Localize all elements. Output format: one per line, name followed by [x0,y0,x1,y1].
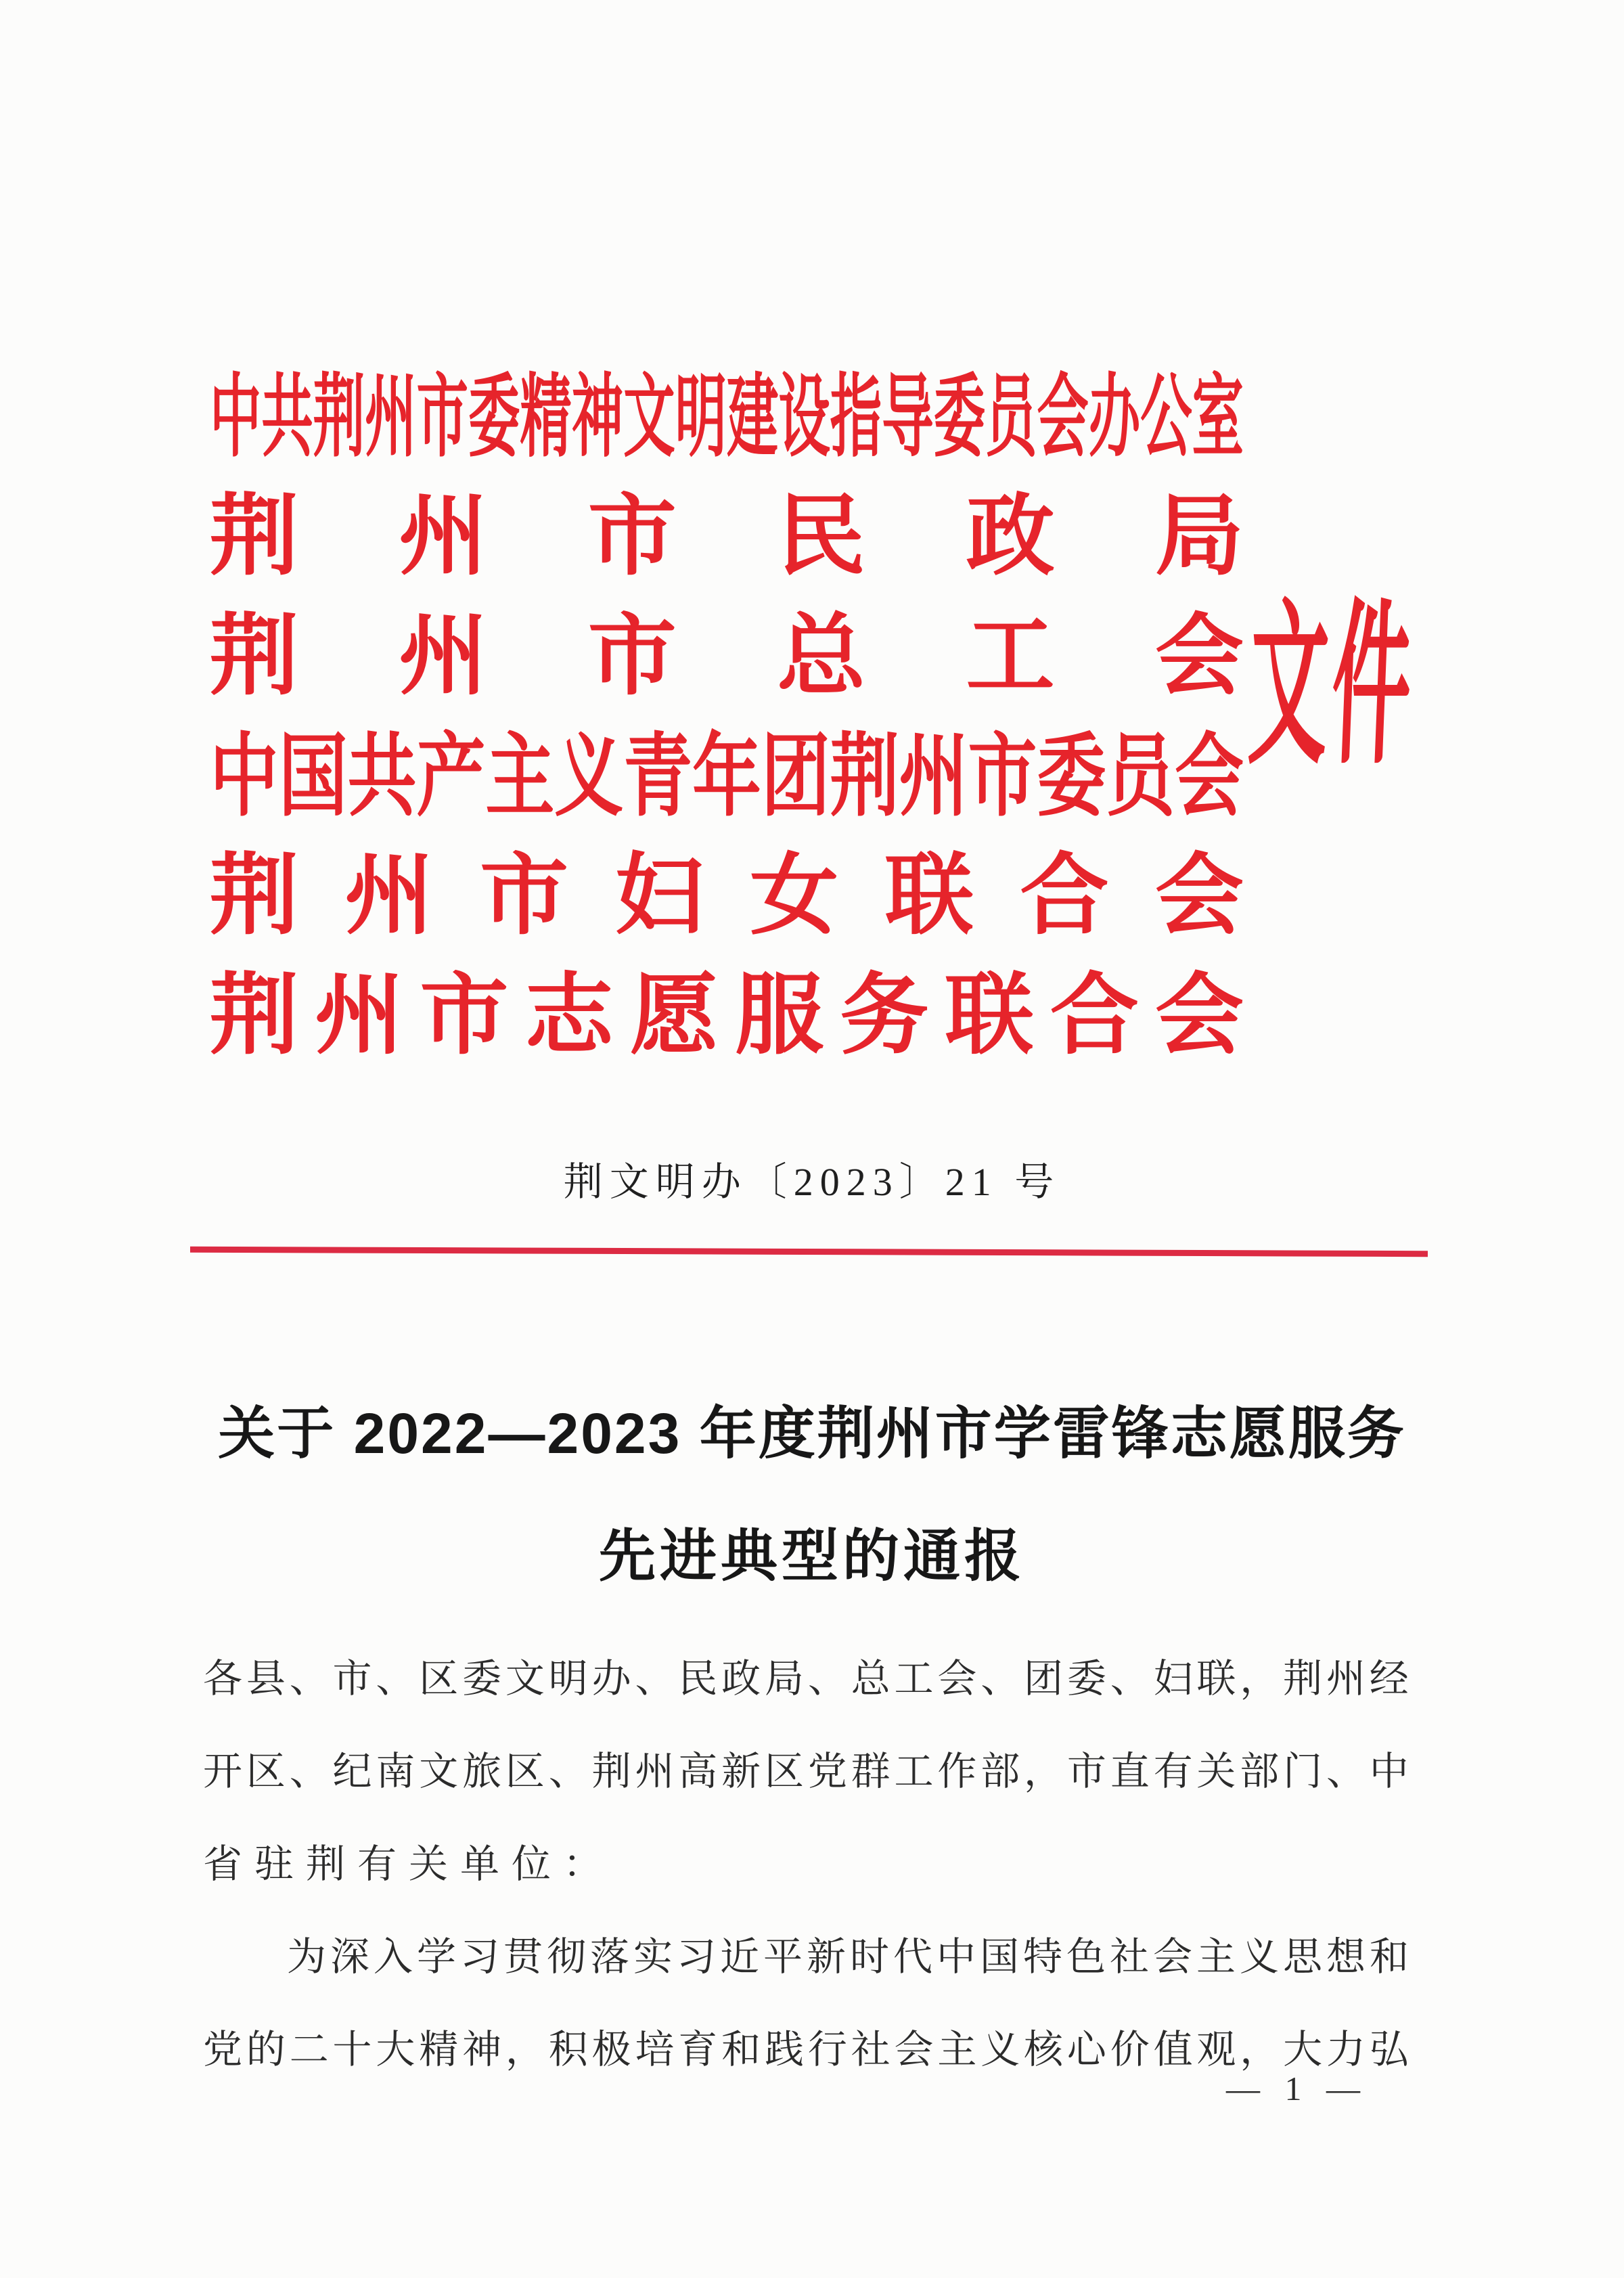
body-char: 观 [1196,2027,1236,2072]
issuer-char: 市 [587,608,677,706]
body-char: 和 [721,2027,761,2072]
issuer-char: 合 [1050,967,1139,1065]
body-char: 州 [635,1749,675,1793]
body-char: 核 [1024,2027,1064,2072]
body-char: 经 [1369,1656,1409,1701]
body-char: 社 [851,2027,890,2072]
issuer-char: 联 [884,847,974,945]
issuer-char: 服 [735,967,824,1065]
issuer-line-text: 中国共产主义青年团荆州市委员会 [210,726,1244,827]
issuer-char: 荆 [210,488,299,586]
issuer-line [210,597,1244,717]
body-char: 作 [937,1749,977,1793]
issuer-char: 愿 [629,967,719,1065]
issuer-char: 工 [966,608,1055,706]
issuer-char: 市 [587,488,677,586]
body-char: 实 [633,1934,673,1979]
body-char: 时 [849,1934,889,1979]
issuer-char: 会 [1154,967,1244,1065]
body-char: 高 [678,1749,718,1793]
body-char: 落 [589,1934,629,1979]
issuer-char: 妇 [614,847,704,945]
body-char: 贯 [503,1934,543,1979]
body-char: 中 [1369,1749,1409,1793]
body-char: ， [505,2027,545,2072]
body-line [203,1632,1409,1725]
body-char: 南 [376,1749,415,1793]
body-char: 近 [719,1934,759,1979]
body-char: 州 [1326,1656,1366,1701]
body-char: 民 [678,1656,718,1701]
issuer-char: 女 [750,847,839,945]
body-char: 习 [676,1934,716,1979]
body-char: 中 [936,1934,976,1979]
body-char: 力 [1326,2027,1366,2072]
body-char: 党 [807,1749,847,1793]
document-title [0,1402,1624,1588]
body-char: 市 [1066,1749,1106,1793]
body-char: 学 [416,1934,456,1979]
issuer-line [210,477,1244,597]
body-line [203,1725,1409,1818]
body-char: 联 [1196,1656,1236,1701]
body-char: 会 [894,2027,934,2072]
body-char: 办 [591,1656,631,1701]
body-char: 代 [893,1934,932,1979]
body-char: 有 [1153,1749,1193,1793]
body-char: 、 [1326,1749,1366,1793]
issuer-char: 州 [399,488,488,586]
file-label [1245,591,1419,786]
body-char: 平 [763,1934,803,1979]
body-char: 、 [1110,1656,1150,1701]
body-char: 育 [678,2027,718,2072]
body-char: 入 [373,1934,413,1979]
body-char: 、 [980,1656,1020,1701]
issuer-char: 荆 [210,608,299,706]
body-char: 十 [332,2027,372,2072]
issuer-char: 市 [480,847,569,945]
body-char: 妇 [1153,1656,1193,1701]
issuer-char: 州 [315,967,404,1065]
body-char: 国 [979,1934,1019,1979]
issuer-char: 荆 [210,967,299,1065]
body-char: 区 [419,1656,459,1701]
page-number: — 1 — [1226,2070,1368,2107]
body-char: 社 [1109,1934,1149,1979]
body-char: 明 [548,1656,588,1701]
document-body [203,1632,1409,2096]
issuer-char: 市 [420,967,509,1065]
body-char: 会 [1152,1934,1192,1979]
issuer-line [210,357,1244,477]
issuer-char: 务 [840,967,929,1065]
body-char: 、 [376,1656,415,1701]
body-char: 县 [246,1656,286,1701]
issuer-line [210,956,1244,1076]
body-char: 委 [1066,1656,1106,1701]
body-char: 区 [764,1749,804,1793]
body-char: 大 [1283,2027,1323,2072]
body-line [203,1911,1409,2003]
document-number: 荆文明办〔2023〕21 号 [563,1160,1061,1204]
body-char: 荆 [591,1749,631,1793]
body-char: 心 [1066,2027,1106,2072]
body-char: 区 [246,1749,286,1793]
body-char: 价 [1110,2027,1150,2072]
body-char: ， [1240,1656,1280,1701]
document-title-line1: 关于 2022—2023 年度荆州市学雷锋志愿服务 [218,1402,1406,1465]
issuer-char: 局 [1154,488,1244,586]
body-char: 色 [1066,1934,1106,1979]
file-label-text: 文件 [1245,591,1419,786]
body-char: 文 [419,1749,459,1793]
body-char: 二 [289,2027,329,2072]
body-char: 深 [330,1934,369,1979]
body-char: 门 [1283,1749,1323,1793]
issuer-char: 合 [1020,847,1109,945]
body-char: 工 [894,1749,934,1793]
body-char: 区 [505,1749,545,1793]
body-char: 习 [459,1934,499,1979]
body-char: 部 [1240,1749,1280,1793]
body-char: 政 [721,1656,761,1701]
body-char: 思 [1282,1934,1322,1979]
body-char: 会 [937,1656,977,1701]
issuer-line-text: 中共荆州市委精神文明建设指导委员会办公室 [210,367,1244,468]
body-char: 、 [548,1749,588,1793]
body-char: 极 [591,2027,631,2072]
body-char: 义 [980,2027,1020,2072]
body-char: 为 [286,1934,326,1979]
body-char: 各 [203,1656,243,1701]
body-char: 党 [203,2027,243,2072]
body-char: 义 [1239,1934,1279,1979]
body-char: 荆 [1283,1656,1323,1701]
body-char: 、 [289,1749,329,1793]
body-char: 、 [807,1656,847,1701]
body-char: 行 [807,2027,847,2072]
body-char: 积 [548,2027,588,2072]
body-char: 新 [806,1934,846,1979]
letterhead-divider-rule [190,1247,1428,1257]
body-char: 神 [462,2027,502,2072]
body-char: 大 [376,2027,415,2072]
body-char: 新 [721,1749,761,1793]
body-char: 市 [332,1656,372,1701]
body-char: 开 [203,1749,243,1793]
letterhead-issuer-block [210,357,1244,1076]
body-char: 想 [1326,1934,1366,1979]
issuer-char: 州 [344,847,434,945]
body-char: 委 [462,1656,502,1701]
body-char: 总 [851,1656,890,1701]
body-char: 工 [894,1656,934,1701]
body-char: ， [1240,2027,1280,2072]
body-char: 主 [1196,1934,1236,1979]
body-char: 、 [635,1656,675,1701]
body-char: 和 [1369,1934,1409,1979]
body-line: 省驻荆有关单位： [203,1842,615,1886]
body-char: 践 [764,2027,804,2072]
issuer-char: 会 [1154,847,1244,945]
document-title-line2: 先进典型的通报 [598,1524,1025,1588]
issuer-line [210,717,1244,836]
body-char: 主 [937,2027,977,2072]
issuer-char: 总 [777,608,866,706]
body-char: 、 [289,1656,329,1701]
body-char: 弘 [1369,2027,1409,2072]
body-char: 文 [505,1656,545,1701]
body-char: ， [1024,1749,1064,1793]
body-char: 彻 [546,1934,586,1979]
body-char: 团 [1024,1656,1064,1701]
body-char: 关 [1196,1749,1236,1793]
body-char: 特 [1022,1934,1062,1979]
issuer-char: 州 [399,608,488,706]
issuer-char: 荆 [210,847,299,945]
body-char: 群 [851,1749,890,1793]
issuer-char: 会 [1154,608,1244,706]
body-char: 的 [246,2027,286,2072]
body-char: 旅 [462,1749,502,1793]
issuer-char: 政 [966,488,1055,586]
body-char: 部 [980,1749,1020,1793]
body-char: 直 [1110,1749,1150,1793]
issuer-char: 志 [524,967,614,1065]
body-char: 精 [419,2027,459,2072]
issuer-char: 联 [945,967,1034,1065]
issuer-line [210,836,1244,956]
issuer-char: 民 [777,488,866,586]
body-char: 纪 [332,1749,372,1793]
body-char: 值 [1153,2027,1193,2072]
body-char: 培 [635,2027,675,2072]
body-char: 局 [764,1656,804,1701]
